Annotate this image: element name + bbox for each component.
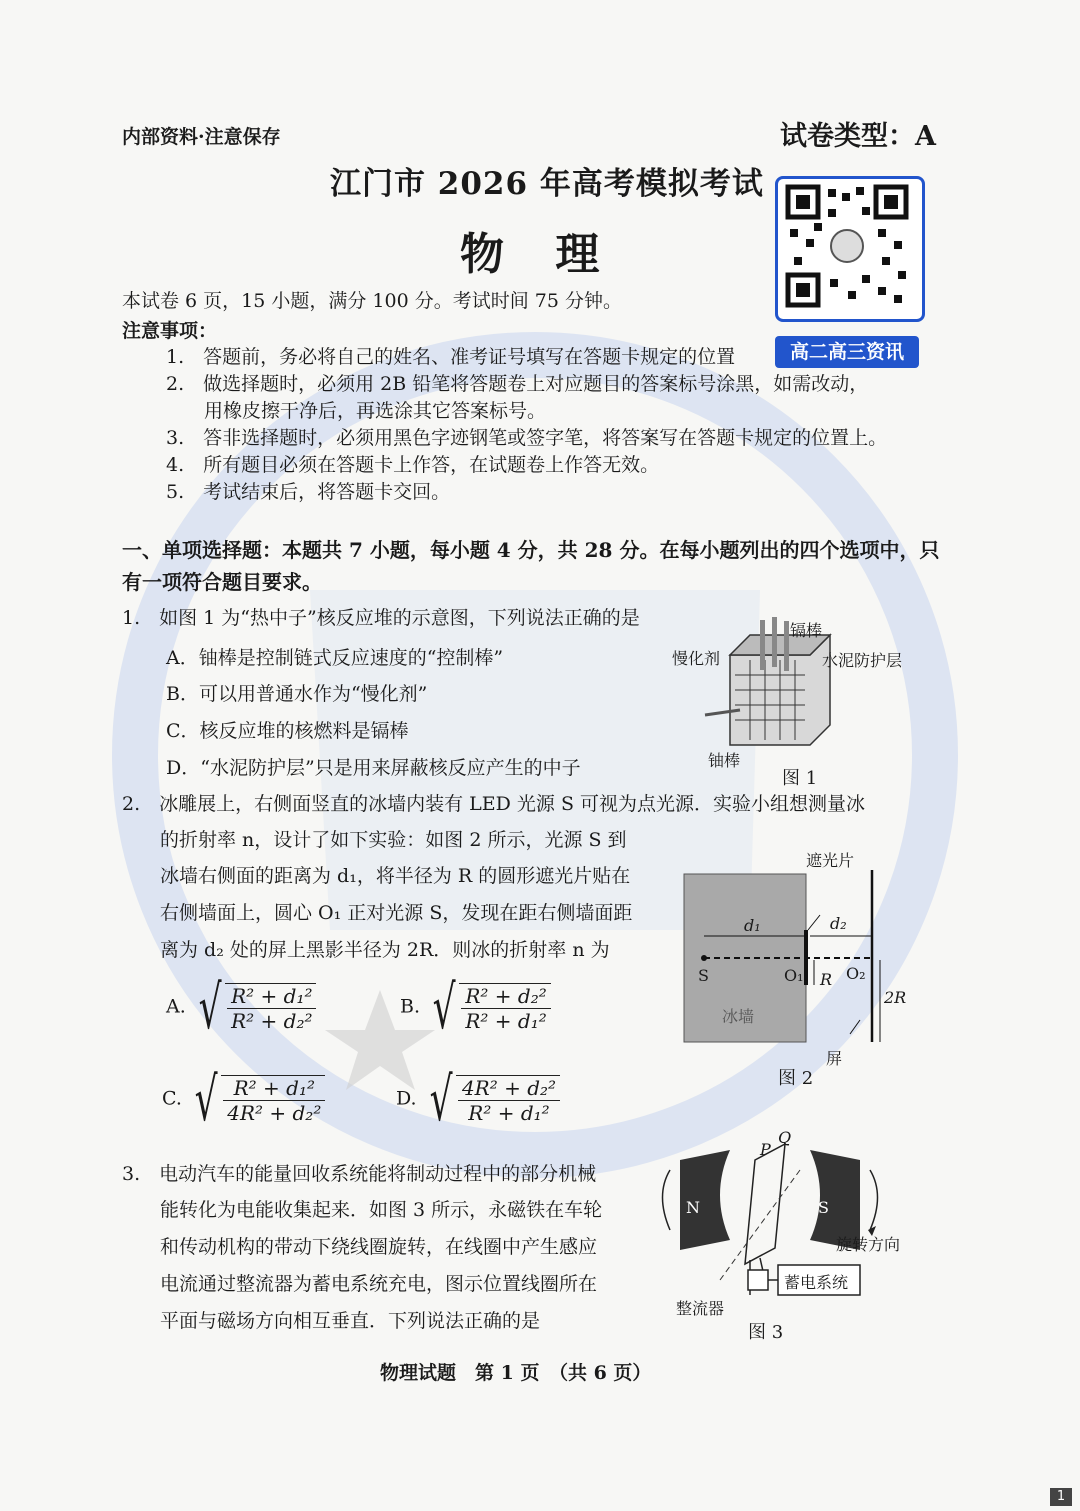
question-2-line: 冰墙右侧面的距离为 d₁，将半径为 R 的圆形遮光片贴在 <box>160 865 631 887</box>
figure-1-label-u-rod: 铀棒 <box>708 751 741 770</box>
figure-2-label-d2: d₂ <box>830 914 847 933</box>
question-2-option-a: A. √ $\frac{\text{R² + d₁²}}{\text{R² + d₂²}}$ <box>166 978 316 1038</box>
figure-2-label-screen: 屏 <box>826 1049 843 1068</box>
figure-1-label-cd-rod: 镉棒 <box>790 621 823 640</box>
question-3-line: 能转化为电能收集起来．如图 3 所示，永磁铁在车轮 <box>160 1199 603 1221</box>
question-1-stem: 1. 如图 1 为“热中子”核反应堆的示意图，下列说法正确的是 <box>122 607 640 629</box>
figure-2-label-shade: 遮光片 <box>806 851 855 870</box>
figure-2-caption: 图 2 <box>778 1068 814 1089</box>
section-heading: 一、单项选择题：本题共 7 小题，每小题 4 分，共 28 分。在每小题列出的四个选项中，只有一项符合题目要求。 <box>122 538 940 594</box>
notice-item: 用橡皮擦干净后，再选涂其它答案标号。 <box>166 400 547 422</box>
qr-code-icon <box>778 179 916 313</box>
figure-3-label-rectifier: 整流器 <box>676 1299 725 1318</box>
question-1-option-c: C．核反应堆的核燃料是镉棒 <box>166 720 409 742</box>
figure-1-label-moderator: 慢化剂 <box>672 649 721 668</box>
figure-3-caption: 图 3 <box>748 1322 784 1343</box>
notice-item: 1. 答题前，务必将自己的姓名、准考证号填写在答题卡规定的位置 <box>166 346 736 368</box>
figure-2-label-r: R <box>820 970 833 989</box>
notice-list <box>166 344 926 506</box>
notice-item: 4. 所有题目必须在答题卡上作答，在试题卷上作答无效。 <box>166 454 660 476</box>
question-3-line: 电流通过整流器为蓄电系统充电，图示位置线圈所在 <box>160 1273 598 1295</box>
question-2-line: 右侧墙面上，圆心 O₁ 正对光源 S，发现在距右侧墙面距 <box>160 902 633 924</box>
page-footer: 物理试题 第 1 页 （共 6 页） <box>380 1362 652 1384</box>
question-2-option-b: B. √ $\frac{\text{R² + d₂²}}{\text{R² + d₁²}}$ <box>400 978 551 1038</box>
question-1-option-a: A．铀棒是控制链式反应速度的“控制棒” <box>166 647 504 669</box>
paper-type-label: 试卷类型：A <box>780 121 936 152</box>
figure-2-ice-wall <box>680 870 910 1050</box>
notice-item: 2. 做选择题时，必须用 2B 铅笔将答题卷上对应题目的答案标号涂黑，如需改动， <box>166 373 869 395</box>
figure-3-label-s: S <box>818 1198 829 1217</box>
intro-text: 本试卷 6 页，15 小题，满分 100 分。考试时间 75 分钟。 <box>122 290 622 312</box>
notice-heading: 注意事项： <box>122 320 218 342</box>
question-2-line: 离为 d₂ 处的屏上黑影半径为 2R．则冰的折射率 n 为 <box>160 939 610 961</box>
figure-3-label-p: P <box>760 1140 771 1159</box>
question-3-line: 平面与磁场方向相互垂直．下列说法正确的是 <box>160 1310 541 1332</box>
qr-badge: 高二高三资讯 <box>775 336 919 368</box>
page-number-badge: 1 <box>1050 1488 1072 1506</box>
question-2-line: 的折射率 n，设计了如下实验：如图 2 所示，光源 S 到 <box>160 829 627 851</box>
notice-item: 3. 答非选择题时，必须用黑色字迹钢笔或签字笔，将答案写在答题卡规定的位置上。 <box>166 427 888 449</box>
question-2-option-d: D. √ $\frac{\text{4R² + d₂²}}{\text{R² + d₁²}}$ <box>396 1070 560 1130</box>
figure-2-label-d1: d₁ <box>744 916 761 935</box>
notice-item: 5. 考试结束后，将答题卡交回。 <box>166 481 451 503</box>
subject-title: 物 理 <box>460 229 618 280</box>
figure-3-label-n: N <box>686 1198 700 1217</box>
qr-code-image[interactable] <box>775 176 925 322</box>
question-2-option-c: C. √ $\frac{\text{R² + d₁²}}{\text{4R² + d₂²}}$ <box>162 1070 325 1130</box>
question-1-option-d: D．“水泥防护层”只是用来屏蔽核反应产生的中子 <box>166 757 581 779</box>
figure-3-label-q: Q <box>778 1128 792 1147</box>
figure-1-caption: 图 1 <box>782 768 818 789</box>
figure-2-label-o1: O₁ <box>784 966 804 985</box>
figure-2-label-s: S <box>698 966 709 985</box>
question-3-line: 3. 电动汽车的能量回收系统能将制动过程中的部分机械 <box>122 1163 597 1185</box>
figure-2-label-o2: O₂ <box>846 964 866 983</box>
question-1-option-b: B．可以用普通水作为“慢化剂” <box>166 683 428 705</box>
figure-3-label-battery: 蓄电系统 <box>784 1273 849 1292</box>
exam-title: 江门市 2026 年高考模拟考试 <box>330 166 764 202</box>
figure-1-label-cement: 水泥防护层 <box>822 651 903 670</box>
figure-2-label-ice: 冰墙 <box>722 1007 755 1026</box>
figure-3-label-rotation: 旋转方向 <box>836 1235 901 1254</box>
confidential-label: 内部资料·注意保存 <box>122 126 281 148</box>
question-2-line: 2. 冰雕展上，右侧面竖直的冰墙内装有 LED 光源 S 可视为点光源．实验小组想测量冰 <box>122 793 866 815</box>
question-3-line: 和传动机构的带动下绕线圈旋转，在线圈中产生感应 <box>160 1236 598 1258</box>
figure-2-label-2r: 2R <box>884 988 907 1007</box>
